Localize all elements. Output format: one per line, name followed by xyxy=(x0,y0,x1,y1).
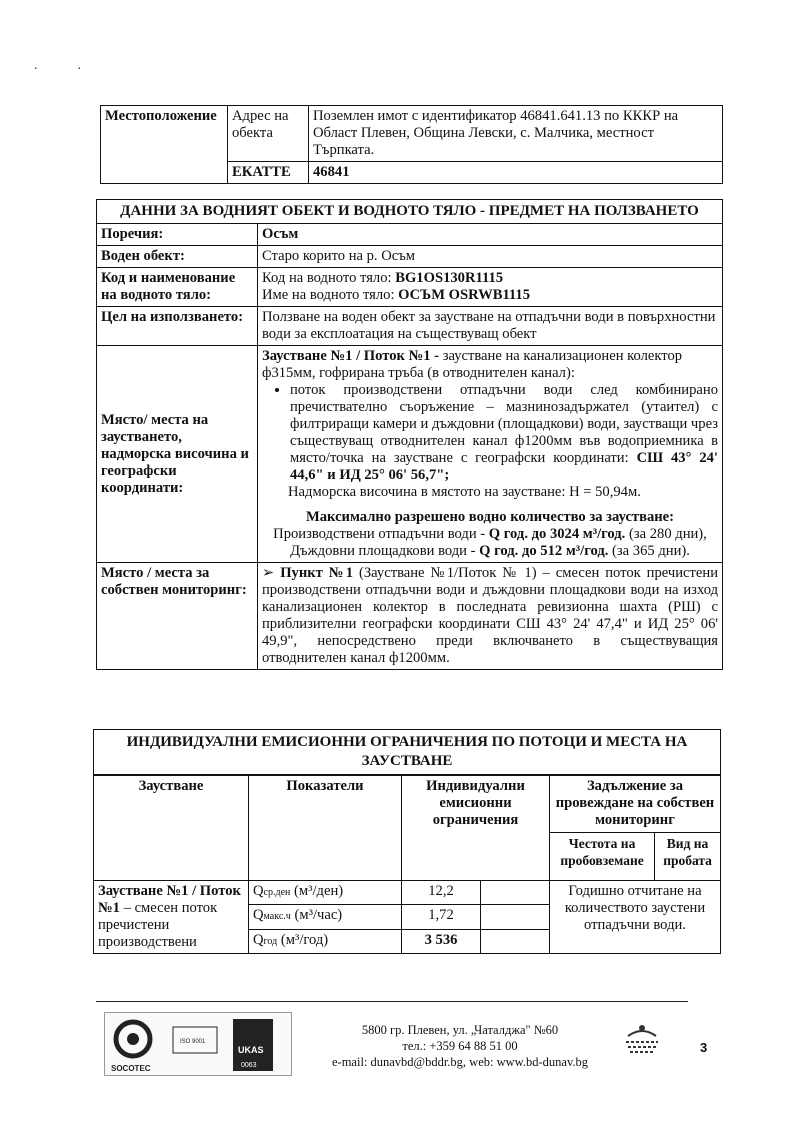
river-value: Осъм xyxy=(258,224,723,246)
location-label: Местоположение xyxy=(101,106,228,184)
socotec-logo-icon xyxy=(105,1013,291,1075)
water-table-title: ДАННИ ЗА ВОДНИЯТ ОБЕКТ И ВОДНОТО ТЯЛО - ПРЕДМЕТ НА ПОЛЗВАНЕТО xyxy=(97,200,723,224)
row-value: 1,72 xyxy=(402,905,481,929)
col-sample-type: Вид на пробата xyxy=(655,833,721,881)
monitor-label: Място / места за собствен мониторинг: xyxy=(97,563,258,670)
col-indicators: Показатели xyxy=(249,776,402,881)
monitor-value: ➢ Пункт №1 (Заустване №1/Поток № 1) – смесен поток пречистени производствени отпадъчни води и дъждовни площадкови води на изход канализационен колектор в последната ревизионна шахта (РШ) с приблизителни географски координати СШ 43° 24' 47,4" и ИД 25° 06' 49,9", непосредствено преди включването в съществуващия отводнителен канал ф1200мм. xyxy=(258,563,723,670)
object-label: Воден обект: xyxy=(97,246,258,268)
col-monitoring: Задължение за провеждане на собствен мониторинг xyxy=(550,776,721,833)
row-empty xyxy=(481,905,550,929)
address-label: Адрес на обекта xyxy=(228,106,309,162)
emission-table xyxy=(93,775,721,954)
col-limits: Индивидуални емисионни ограничения xyxy=(402,776,550,881)
scan-dots: .. xyxy=(34,58,121,73)
certification-logos xyxy=(104,1012,292,1076)
col-frequency: Честота на пробовземане xyxy=(550,833,655,881)
code-label: Код и наименование на водното тяло: xyxy=(97,268,258,307)
emission-title-table xyxy=(93,729,721,775)
svg-text:ISO 9001: ISO 9001 xyxy=(180,1039,206,1045)
arrow-icon: ➢ xyxy=(262,565,275,581)
address-value: Поземлен имот с идентификатор 46841.641.13 по КККР на Област Плевен, Община Левски, с. Малчика, местност Търпката. xyxy=(309,106,723,162)
emission-table-title: ИНДИВИДУАЛНИ ЕМИСИОННИ ОГРАНИЧЕНИЯ ПО ПОТОЦИ И МЕСТА НА ЗАУСТВАНЕ xyxy=(94,730,721,775)
code-value: Код на водното тяло: BG1OS130R1115 Име на водното тяло: ОСЪМ OSRWB1115 xyxy=(258,268,723,307)
row-indicator: Qгод (м³/год) xyxy=(249,929,402,953)
footer-divider xyxy=(96,1001,688,1002)
svg-text:SOCOTEC: SOCOTEC xyxy=(111,1064,151,1073)
max-title: Максимално разрешено водно количество за заустване: xyxy=(305,509,675,525)
discharge-label: Място/ места на заустването, надморска височина и географски координати: xyxy=(97,346,258,563)
basin-directorate-logo-icon xyxy=(620,1020,664,1060)
object-value: Старо корито на р. Осъм xyxy=(258,246,723,268)
river-label: Поречия: xyxy=(97,224,258,246)
footer-contact xyxy=(310,1022,610,1070)
row-value: 12,2 xyxy=(402,881,481,905)
water-body-table xyxy=(96,199,723,670)
row-discharge-label: Заустване №1 / Поток №1 – смесен поток пречистени производствени xyxy=(94,881,249,954)
altitude-text: Надморска височина в мястото на заустване: Н = 50,94м. xyxy=(288,484,641,500)
purpose-value: Ползване на воден обект за заустване на отпадъчни води в повърхностни води за експлоатация на съществуващ обект xyxy=(258,307,723,346)
discharge-value: Заустване №1 / Поток №1 - заустване на канализационен колектор ф315мм, гофрирана тръба (в отводнителен канал): • поток производствени отпадъчни води след комбинирано пречиствателно съоръжение – мазнинозадържател (утаител) с филтриращи камери и дъждовни (площадкови) води, заустващи чрез съществуващ отводнителен канал ф1200мм във водоприемника в място/точка на заустване с географски координати: СШ 43° 24' 44,6" и ИД 25° 06' 56,7"; Надморска височина в мястото на заустване: Н = 50,94м. Максимално разрешено водно количество за заустване: Производствени отпадъчни води - Q год. до 3024 м³/год. (за 280 дни), Дъждовни площадкови води - Q год. до 512 м³/год. (за 365 дни). xyxy=(258,346,723,563)
monitoring-text: Годишно отчитане на количеството заустени отпадъчни води. xyxy=(550,881,721,954)
svg-text:0063: 0063 xyxy=(241,1062,257,1069)
row-empty xyxy=(481,881,550,905)
footer-email: e-mail: dunavbd@bddr.bg, web: www.bd-dunav.bg xyxy=(331,1055,589,1069)
page-number: 3 xyxy=(700,1040,708,1055)
max-line-1: Производствени отпадъчни води - Q год. до 3024 м³/год. (за 280 дни), xyxy=(273,526,707,542)
row-indicator: Qср.ден (м³/ден) xyxy=(249,881,402,905)
row-indicator: Qмакс.ч (м³/час) xyxy=(249,905,402,929)
footer-address: 5800 гр. Плевен, ул. „Чаталджа" №60 xyxy=(361,1023,559,1037)
footer-phone: тел.: +359 64 88 51 00 xyxy=(402,1039,518,1053)
row-empty xyxy=(481,929,550,953)
svg-text:UKAS: UKAS xyxy=(238,1045,264,1055)
location-table xyxy=(100,105,723,184)
ekatte-label: ЕКАТТЕ xyxy=(228,162,309,184)
max-line-2: Дъждовни площадкови води - Q год. до 512 м³/год. (за 365 дни). xyxy=(290,543,690,559)
row-value: 3 536 xyxy=(402,929,481,953)
purpose-label: Цел на използването: xyxy=(97,307,258,346)
ekatte-value: 46841 xyxy=(309,162,723,184)
col-discharge: Заустване xyxy=(94,776,249,881)
